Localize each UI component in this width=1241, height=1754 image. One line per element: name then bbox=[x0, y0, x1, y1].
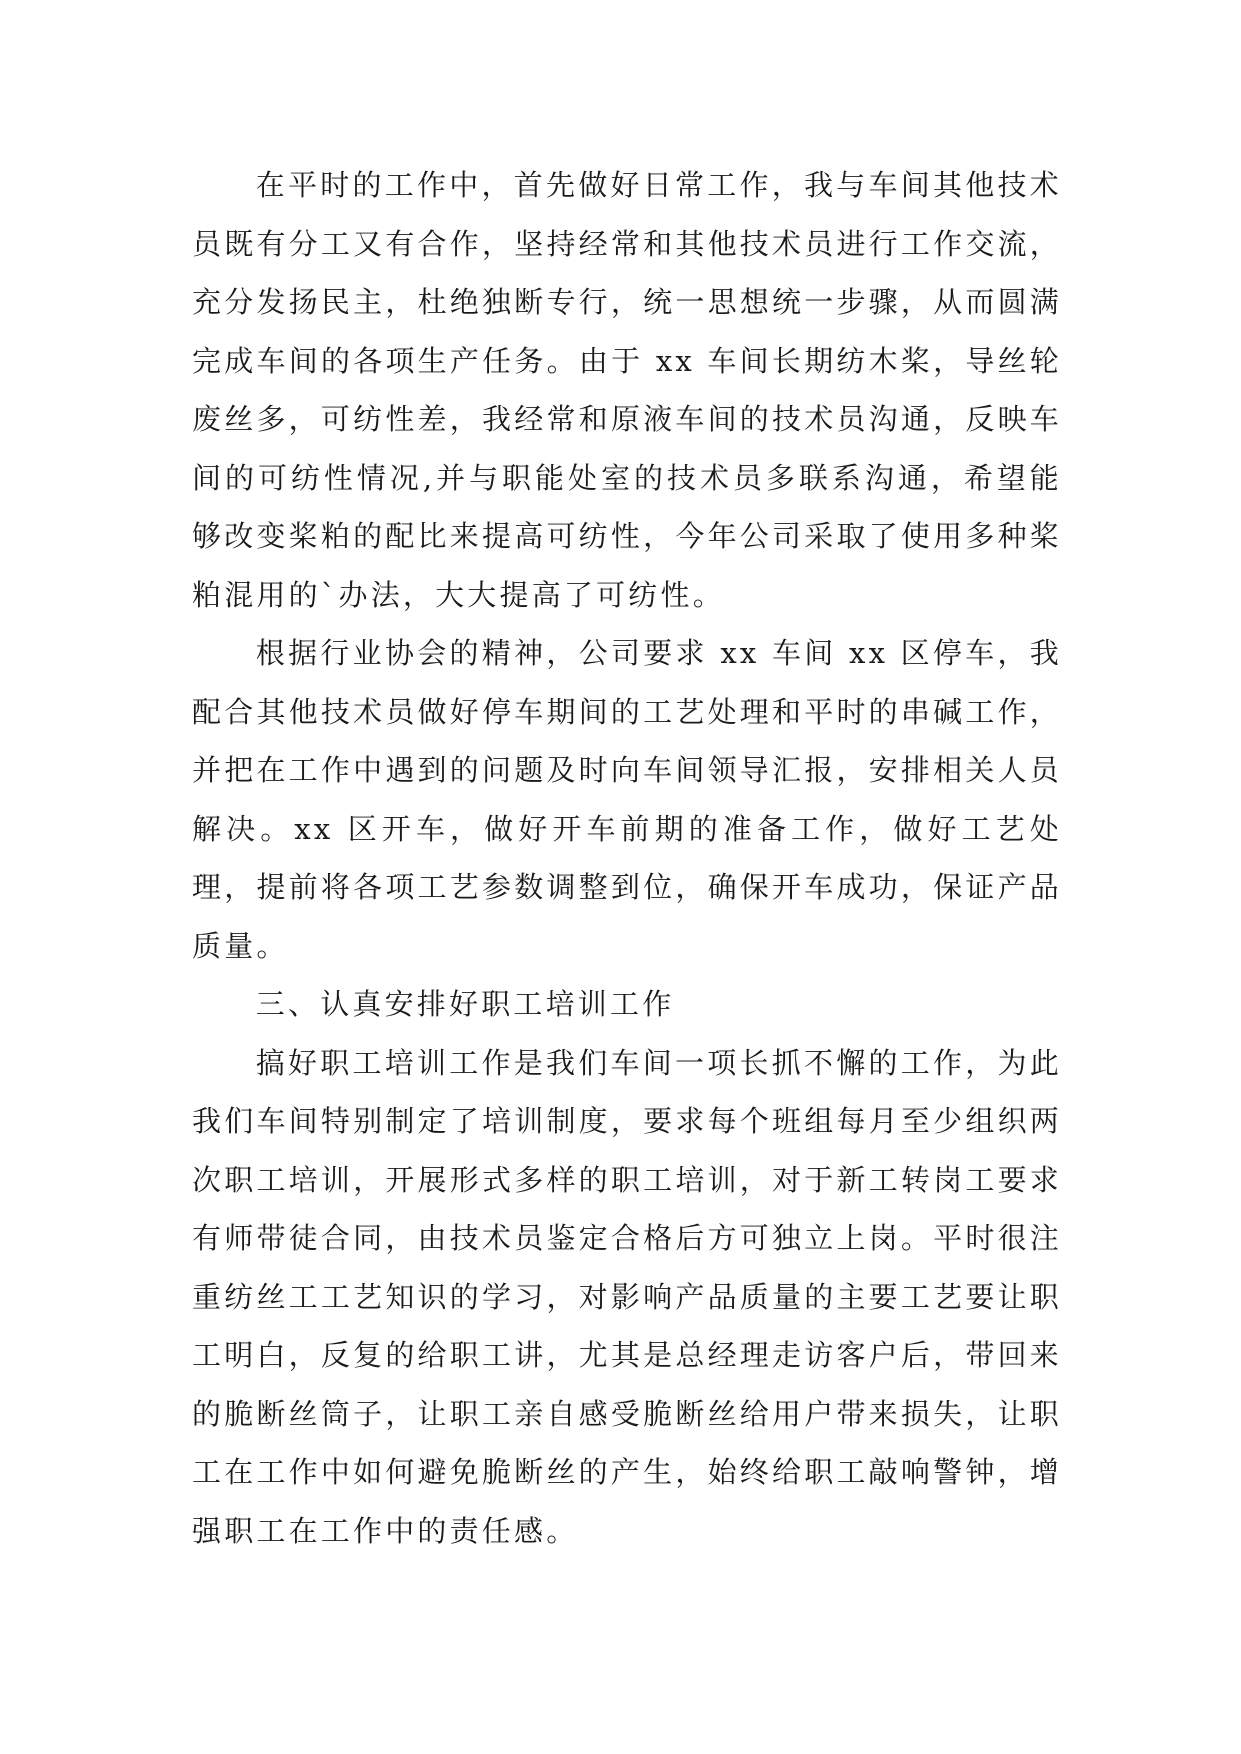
paragraph-daily-work: 在平时的工作中，首先做好日常工作，我与车间其他技术员既有分工又有合作，坚持经常和其他技术员进行工作交流，充分发扬民主，杜绝独断专行，统一思想统一步骤，从而圆满完成车间的各项生产任务。由于 xx 车间长期纺木桨，导丝轮废丝多，可纺性差，我经常和原液车间的技术员沟通，反映车间的可纺性情况,并与职能处室的技术员多联系沟通，希望能够改变桨粕的配比来提高可纺性，今年公司采取了使用多种桨粕混用的`办法，大大提高了可纺性。 bbox=[192, 168, 1062, 612]
paragraph-shutdown-work: 根据行业协会的精神，公司要求 xx 车间 xx 区停车，我配合其他技术员做好停车期间的工艺处理和平时的串碱工作，并把在工作中遇到的问题及时向车间领导汇报，安排相关人员解决。xx 区开车，做好开车前期的准备工作，做好工艺处理，提前将各项工艺参数调整到位，确保开车成功，保证产品质量。 bbox=[192, 636, 1062, 963]
paragraph-training: 搞好职工培训工作是我们车间一项长抓不懈的工作，为此我们车间特别制定了培训制度，要求每个班组每月至少组织两次职工培训，开展形式多样的职工培训，对于新工转岗工要求有师带徒合同，由技术员鉴定合格后方可独立上岗。平时很注重纺丝工工艺知识的学习，对影响产品质量的主要工艺要让职工明白，反复的给职工讲，尤其是总经理走访客户后，带回来的脆断丝筒子，让职工亲自感受脆断丝给用户带来损失，让职工在工作中如何避免脆断丝的产生，始终给职工敲响警钟，增强职工在工作中的责任感。 bbox=[192, 1045, 1062, 1548]
section-heading-training: 三、认真安排好职工培训工作 bbox=[255, 987, 675, 1021]
document-body bbox=[192, 156, 1062, 1560]
